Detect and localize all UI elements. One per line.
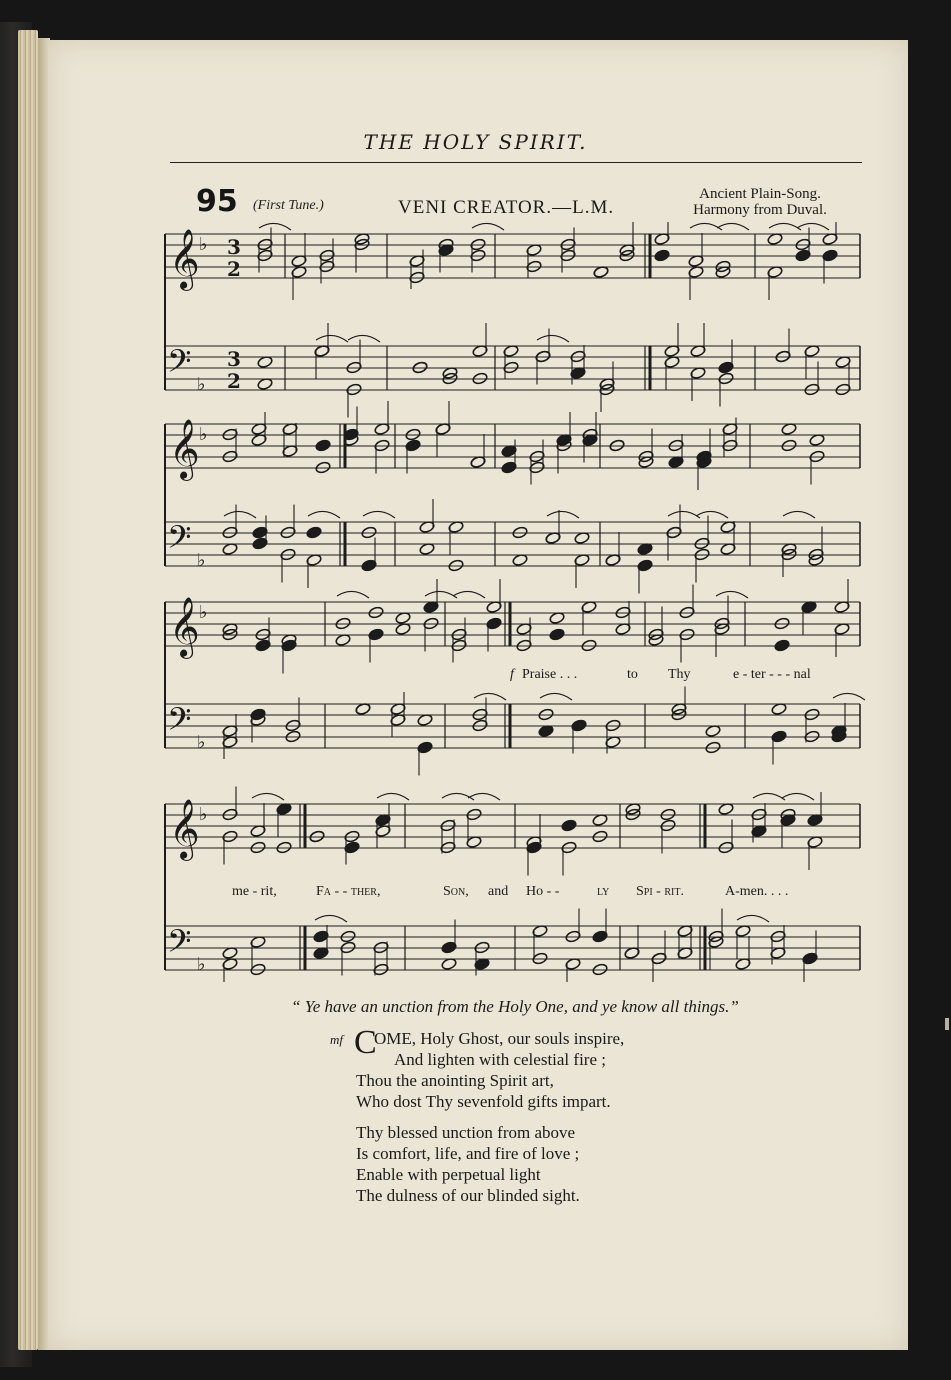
slur	[540, 693, 572, 700]
slur	[537, 335, 569, 342]
time-signature-top: 3	[227, 347, 241, 371]
lyric-to: to	[627, 667, 638, 682]
slur	[377, 793, 409, 800]
slur	[472, 223, 504, 230]
slur	[717, 223, 749, 230]
time-signature-top: 3	[227, 235, 241, 259]
hymn-text	[354, 1024, 625, 1206]
drop-cap: C	[354, 1024, 377, 1061]
verse-line: Thou the anointing Spirit art,	[356, 1071, 554, 1090]
slur	[769, 223, 801, 230]
attribution-source: Ancient Plain-Song.	[699, 186, 821, 202]
lyric-amen: A-men. . . .	[725, 884, 789, 899]
slur	[474, 693, 506, 700]
treble-clef: 𝄞	[169, 419, 200, 479]
note-head	[774, 639, 790, 652]
time-signature-bottom: 2	[227, 369, 241, 393]
note-head	[561, 819, 577, 832]
lyric-father: Fa - - ther,	[316, 884, 381, 899]
lyric-merit: me - rit,	[232, 884, 277, 899]
verse-line: Is comfort, life, and fire of love ;	[356, 1144, 580, 1163]
lyric-ly: ly	[597, 884, 610, 899]
note-head	[549, 628, 565, 641]
treble-clef: 𝄞	[169, 229, 200, 289]
flat-sign: ♭	[199, 424, 208, 445]
running-head: THE HOLY SPIRIT.	[363, 130, 588, 154]
lyric-praise: Praise . . .	[522, 667, 578, 682]
slur	[668, 511, 700, 518]
bass-clef: 𝄢	[167, 343, 192, 387]
music-score	[155, 222, 865, 982]
page-edge-mark	[945, 1018, 949, 1030]
slur	[797, 223, 829, 230]
flat-sign: ♭	[199, 234, 208, 255]
bass-clef: 𝄢	[167, 923, 192, 967]
slur	[783, 511, 815, 518]
verse-line: Enable with perpetual light	[356, 1165, 541, 1184]
flat-sign: ♭	[197, 550, 206, 571]
bass-clef: 𝄢	[167, 701, 192, 745]
tune-name: VENI CREATOR.—L.M.	[398, 197, 615, 218]
flat-sign: ♭	[197, 374, 206, 395]
attribution-harmony: Harmony from Duval.	[693, 202, 827, 218]
slur	[348, 335, 380, 342]
slur	[690, 223, 722, 230]
verse-line: Thy blessed unction from above	[356, 1123, 576, 1142]
lyric-son: Son,	[443, 884, 469, 899]
note-head	[315, 439, 331, 452]
slur	[363, 511, 395, 518]
slur	[224, 511, 256, 518]
verse-line: Who dost Thy sevenfold gifts impart.	[356, 1092, 611, 1111]
lyric-thy: Thy	[668, 667, 691, 682]
flat-sign: ♭	[199, 804, 208, 825]
tune-attribution	[660, 186, 860, 218]
slur	[453, 591, 485, 598]
slur	[737, 915, 769, 922]
score-systems	[165, 222, 865, 982]
lyric-ho: Ho - -	[526, 884, 560, 899]
slur	[716, 591, 748, 598]
slur	[696, 511, 728, 518]
flat-sign: ♭	[199, 602, 208, 623]
bass-clef: 𝄢	[167, 519, 192, 563]
lyric-eternal: e - ter - - - nal	[733, 667, 811, 682]
time-signature-bottom: 2	[227, 257, 241, 281]
header-rule	[170, 162, 862, 163]
slur	[782, 793, 814, 800]
verse-dynamic: mf	[330, 1032, 343, 1047]
flat-sign: ♭	[197, 732, 206, 753]
lyric-spirit: Spi - rit.	[636, 884, 684, 899]
hymn-number: 95	[196, 184, 238, 219]
slur	[833, 693, 865, 700]
note-head	[306, 526, 322, 539]
tune-note: (First Tune.)	[253, 198, 324, 213]
treble-clef: 𝄞	[169, 799, 200, 859]
verse-line: The dulness of our blinded sight.	[356, 1186, 580, 1205]
verse-line: And lighten with celestial fire ;	[394, 1050, 606, 1069]
slur	[315, 915, 347, 922]
treble-clef: 𝄞	[169, 597, 200, 657]
slur	[753, 793, 785, 800]
flat-sign: ♭	[197, 954, 206, 975]
slur	[259, 223, 291, 230]
lyric-dynamic: f	[510, 667, 514, 682]
slur	[425, 591, 457, 598]
scripture-epigraph: “ Ye have an unction from the Holy One, and ye know all things.”	[291, 997, 739, 1016]
slur	[337, 591, 369, 598]
page-edges	[18, 30, 38, 1350]
lyric-and: and	[488, 884, 509, 899]
verse-line: OME, Holy Ghost, our souls inspire,	[374, 1029, 625, 1048]
note-head	[654, 249, 670, 262]
slur	[316, 335, 348, 342]
slur	[252, 793, 284, 800]
slur	[547, 511, 579, 518]
stanza-gap	[356, 1112, 624, 1122]
slur	[308, 511, 340, 518]
